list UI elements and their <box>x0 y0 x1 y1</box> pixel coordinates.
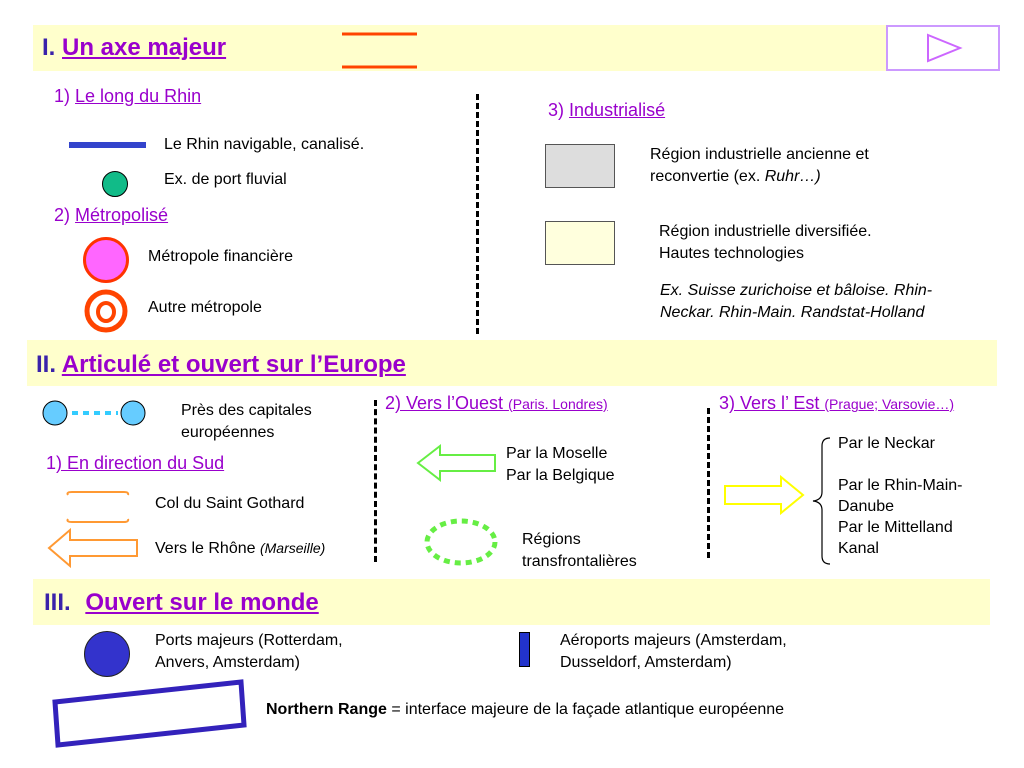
new-industry-line2: Hautes technologies <box>659 245 804 262</box>
east-route-rhin-main: Par le Rhin-Main- <box>838 477 963 494</box>
rhine-label: Le Rhin navigable, canalisé. <box>164 136 365 153</box>
sub2-number: 2) <box>54 205 71 225</box>
divider-vertical-3 <box>707 408 710 558</box>
old-industry-example: Ruhr…) <box>764 168 821 185</box>
cross-border-line2: transfrontalières <box>522 553 637 570</box>
rhone-text: Vers le Rhône <box>155 540 260 557</box>
cross-border-line1: Régions <box>522 531 581 548</box>
east-arrow-icon <box>723 475 807 517</box>
east-title: ) Vers l’ Est <box>729 393 825 413</box>
new-industry-label <box>659 221 872 265</box>
west-heading <box>385 393 608 414</box>
rhone-label <box>155 537 325 560</box>
section2-title: Articulé et ouvert sur l’Europe <box>61 351 406 378</box>
port-fluvial-label: Ex. de port fluvial <box>164 171 287 188</box>
section2-heading <box>36 351 406 379</box>
sub3-heading <box>548 100 665 121</box>
metropole-label: Métropole financière <box>148 248 293 265</box>
sub1-title: Le long du Rhin <box>75 86 202 106</box>
south-number: 1 <box>46 453 57 473</box>
sub1-heading <box>54 86 201 107</box>
east-route-neckar: Par le Neckar <box>838 435 935 452</box>
sub3-title: Industrialisé <box>569 100 666 120</box>
capitals-line2: européennes <box>181 424 275 441</box>
rhone-detail: (Marseille) <box>259 540 326 556</box>
west-number: 2 <box>385 393 396 413</box>
cross-border-icon <box>422 516 500 568</box>
new-industry-line1: Région industrielle diversifiée. <box>659 223 872 240</box>
play-button[interactable] <box>886 25 1000 71</box>
section3-title: Ouvert sur le monde <box>85 589 319 616</box>
east-detail: (Prague; Varsovie…) <box>824 396 955 412</box>
west-detail: (Paris. Londres) <box>508 396 608 412</box>
capitals-icon <box>40 398 152 428</box>
metropole-icon <box>83 237 129 283</box>
old-industry-label <box>650 144 869 188</box>
northern-range-label <box>266 699 784 721</box>
old-industry-line1: Région industrielle ancienne et <box>650 146 869 163</box>
east-route-danube: Danube <box>838 498 895 515</box>
old-industry-swatch <box>545 144 615 188</box>
airports-line1: Aéroports majeurs (Amsterdam, <box>560 632 787 649</box>
east-number: 3 <box>719 393 730 413</box>
west-route-belgique: Par la Belgique <box>506 467 615 484</box>
section3-heading <box>44 589 319 617</box>
brace-icon <box>810 436 832 566</box>
west-routes <box>506 443 615 487</box>
other-metropole-label: Autre métropole <box>148 299 262 316</box>
south-heading <box>46 453 224 474</box>
ports-label <box>155 630 343 674</box>
airports-icon <box>519 632 530 667</box>
divider-vertical-1 <box>476 94 479 334</box>
old-industry-line2: reconvertie (ex. <box>650 168 765 185</box>
ports-icon <box>84 631 130 677</box>
section1-number: I. <box>42 34 56 61</box>
port-fluvial-icon <box>102 171 128 197</box>
industry-examples-line1: Ex. Suisse zurichoise et bâloise. Rhin- <box>660 282 933 299</box>
capitals-label <box>181 400 312 444</box>
new-industry-swatch <box>545 221 615 265</box>
northern-range-bold: Northern Range <box>266 701 387 718</box>
gothard-icon <box>64 489 132 525</box>
sub3-number: 3) <box>548 100 565 120</box>
sub2-title: Métropolisé <box>75 205 169 225</box>
east-route-mittelland: Par le Mittelland <box>838 519 953 536</box>
sub2-heading <box>54 205 168 226</box>
play-button-icon <box>926 33 962 63</box>
south-title: ) En direction du Sud <box>56 453 225 473</box>
northern-range-icon <box>52 677 248 751</box>
section2-number: II. <box>36 351 57 378</box>
ports-line2: Anvers, Amsterdam) <box>155 654 300 671</box>
section1-heading <box>42 34 226 62</box>
east-heading <box>719 393 954 414</box>
ports-line1: Ports majeurs (Rotterdam, <box>155 632 343 649</box>
double-line-icon <box>340 30 420 72</box>
section3-number: III. <box>44 589 71 616</box>
cross-border-label <box>522 529 637 573</box>
west-title: ) Vers l’Ouest <box>395 393 509 413</box>
west-arrow-icon <box>415 443 499 485</box>
section1-title: Un axe majeur <box>62 34 227 61</box>
rhone-arrow-icon <box>46 527 142 571</box>
rhine-line-icon <box>69 142 146 148</box>
east-routes <box>838 433 962 559</box>
airports-line2: Dusseldorf, Amsterdam) <box>560 654 732 671</box>
divider-vertical-2 <box>374 400 377 562</box>
industry-examples <box>660 280 932 324</box>
west-route-moselle: Par la Moselle <box>506 445 608 462</box>
airports-label <box>560 630 787 674</box>
sub1-number: 1) <box>54 86 71 106</box>
east-route-kanal: Kanal <box>838 540 879 557</box>
industry-examples-line2: Neckar. Rhin-Main. Randstat-Holland <box>660 304 925 321</box>
gothard-label: Col du Saint Gothard <box>155 495 305 512</box>
capitals-line1: Près des capitales <box>181 402 312 419</box>
northern-range-text: = interface majeure de la façade atlantique européenne <box>386 701 785 718</box>
other-metropole-icon <box>84 288 132 334</box>
